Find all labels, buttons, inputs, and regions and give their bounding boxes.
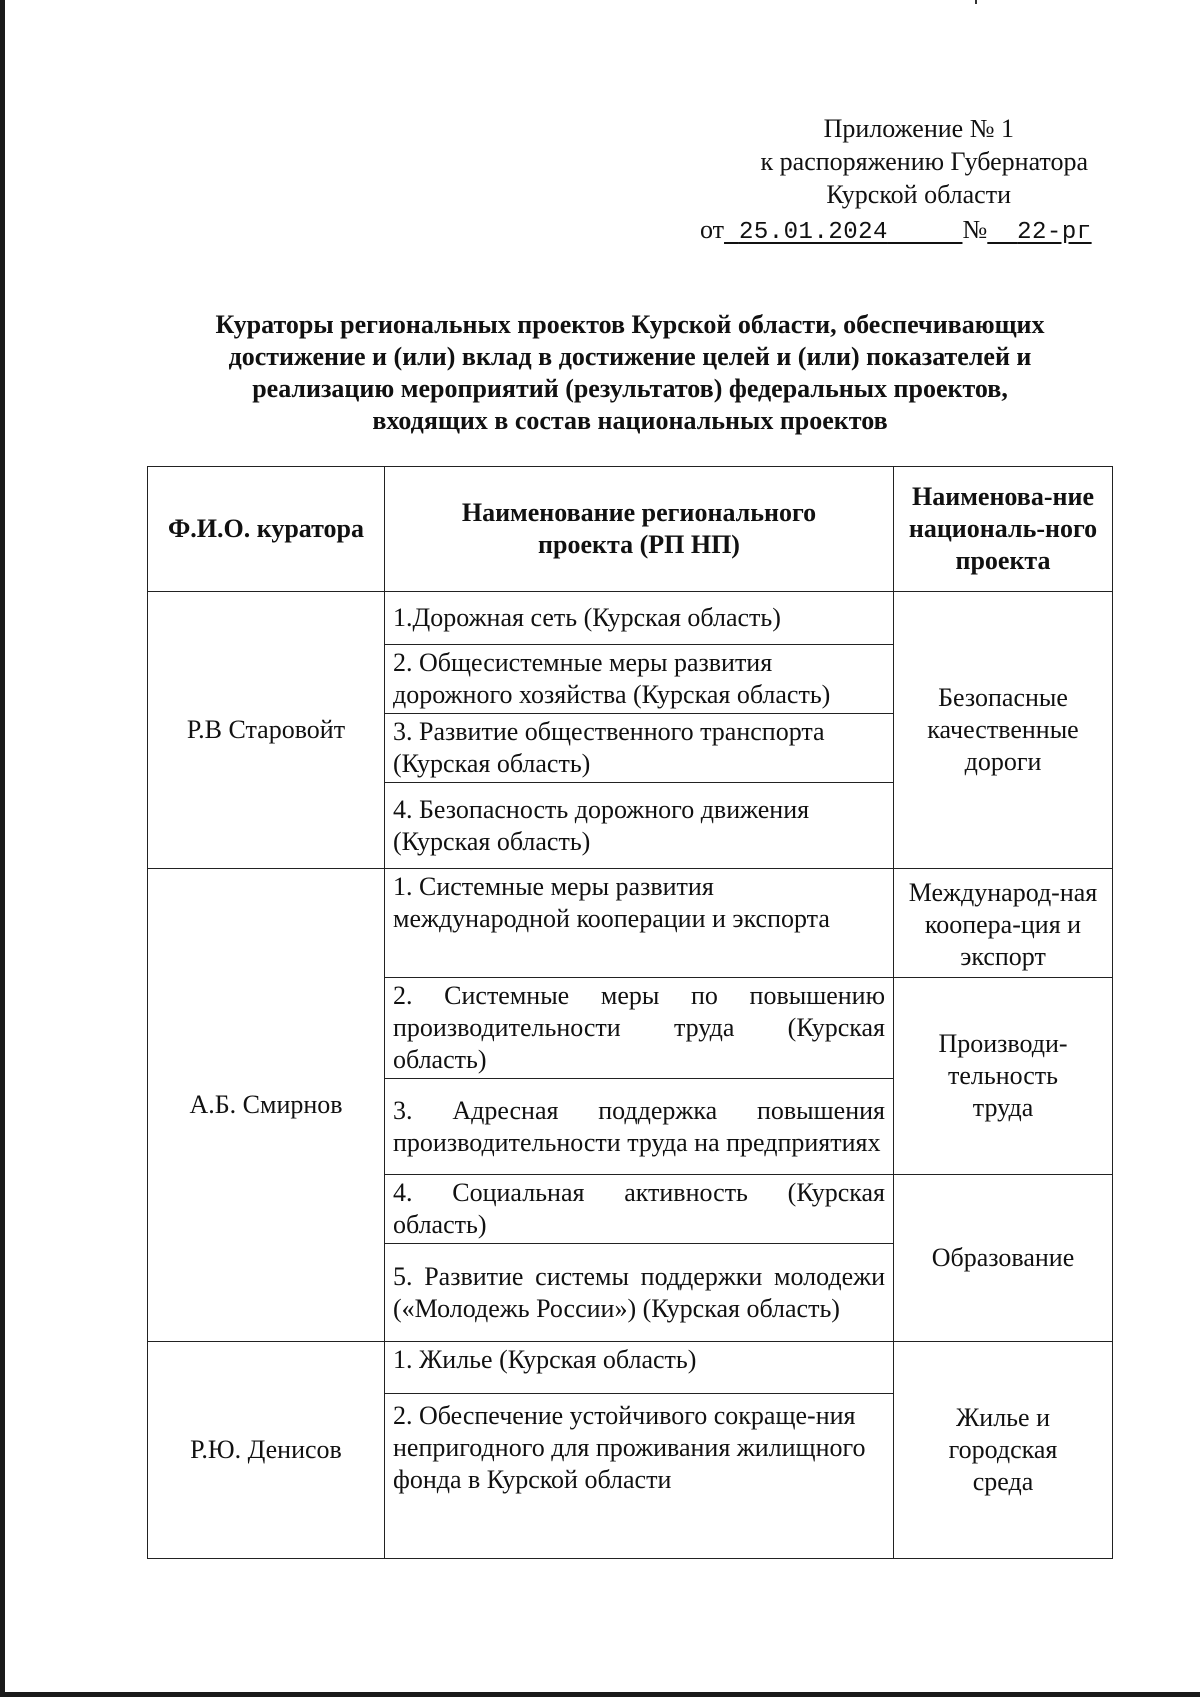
table-row — [148, 1342, 1113, 1394]
regional-project: 4. Безопасность дорожного движения (Курская область) — [385, 783, 894, 869]
regional-project: 4. Социальная активность (Курская область) — [385, 1175, 894, 1244]
curator-name: А.Б. Смирнов — [148, 869, 385, 1342]
table-header-row — [148, 467, 1113, 592]
appendix-line-3: Курской области — [826, 180, 1011, 209]
date-value: 25.01.2024 — [738, 219, 888, 246]
regional-project: 2. Обеспечение устойчивого сокраще-ния непригодного для проживания жилищного фонда в Курской области — [385, 1394, 894, 1559]
date-prefix: от — [700, 215, 725, 244]
national-project: Жилье и городская среда — [894, 1342, 1113, 1559]
header-regional-project: Наименование регионального проекта (РП НП) — [385, 467, 894, 592]
curator-name: Р.Ю. Денисов — [148, 1342, 385, 1559]
title-line-3: реализацию мероприятий (результатов) федеральных проектов, — [252, 374, 1008, 403]
national-project: Безопасные качественные дороги — [894, 592, 1113, 869]
appendix-line-1: Приложение № 1 — [823, 114, 1014, 143]
appendix-line-2: к распоряжению Губернатора — [760, 147, 1088, 176]
table-row — [148, 592, 1113, 645]
table-row — [148, 869, 1113, 978]
document-title — [150, 309, 1110, 437]
number-value: 22-рг — [1017, 219, 1092, 246]
regional-project: 1.Дорожная сеть (Курская область) — [385, 592, 894, 645]
regional-project: 2. Общесистемные меры развития дорожного хозяйства (Курская область) — [385, 645, 894, 714]
curators-table — [147, 466, 1113, 1559]
national-project: Производи-тельность труда — [894, 978, 1113, 1175]
regional-project: 1. Системные меры развития международной кооперации и экспорта — [385, 869, 894, 978]
scan-edge-bottom — [0, 1692, 1200, 1697]
title-line-1: Кураторы региональных проектов Курской области, обеспечивающих — [215, 310, 1045, 339]
national-project: Международ-ная коопера-ция и экспорт — [894, 869, 1113, 978]
title-line-4: входящих в состав национальных проектов — [372, 406, 888, 435]
regional-project: 2. Системные меры по повышению производительности труда (Курская область) — [385, 978, 894, 1079]
number-prefix: № — [962, 215, 988, 244]
appendix-block — [700, 112, 1100, 249]
scan-mark — [975, 0, 977, 4]
appendix-date-row — [700, 213, 1100, 249]
regional-project: 3. Развитие общественного транспорта (Курская область) — [385, 714, 894, 783]
header-national-project: Наименова-ние националь-ного проекта — [894, 467, 1113, 592]
regional-project: 3. Адресная поддержка повышения производительности труда на предприятиях — [385, 1079, 894, 1175]
curator-name: Р.В Старовойт — [148, 592, 385, 869]
scan-edge-left — [0, 0, 5, 1697]
header-curator: Ф.И.О. куратора — [148, 467, 385, 592]
national-project: Образование — [894, 1175, 1113, 1342]
regional-project: 1. Жилье (Курская область) — [385, 1342, 894, 1394]
regional-project: 5. Развитие системы поддержки молодежи («Молодежь России») (Курская область) — [385, 1244, 894, 1342]
title-line-2: достижение и (или) вклад в достижение целей и (или) показателей и — [228, 342, 1032, 371]
